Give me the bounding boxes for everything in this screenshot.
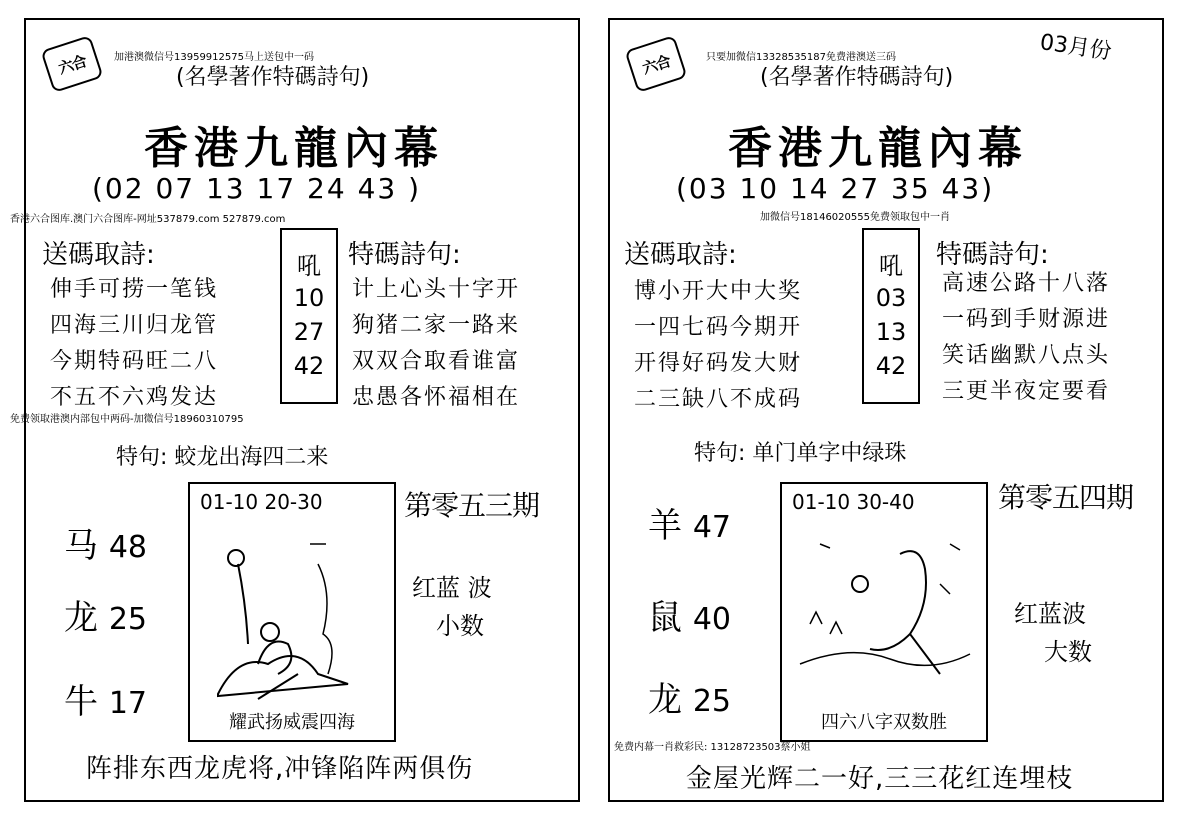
zodiac-number: 40	[692, 602, 731, 637]
send-heading: 送碼取詩:	[42, 240, 155, 270]
poem-line: 一码到手财源进	[942, 307, 1111, 332]
subtitle: (名學著作特碼詩句)	[760, 65, 954, 90]
poem-heading: 特碼詩句:	[936, 240, 1049, 270]
bottom-verse: 阵排东西龙虎将,冲锋陷阵两俱伤	[86, 754, 474, 784]
page-title: 香港九龍內幕	[144, 123, 444, 174]
wave-color: 红蓝波	[1014, 600, 1086, 628]
poem-line: 笑话幽默八点头	[942, 343, 1111, 368]
zodiac-number: 25	[108, 602, 147, 637]
picture-caption: 耀武扬威震四海	[229, 712, 355, 733]
bottom-verse: 金屋光辉二一好,三三花红连埋枝	[686, 764, 1074, 794]
send-line: 伸手可捞一笔钱	[50, 277, 219, 302]
site-line: 香港六合图库.澳门六合图库-网址537879.com 527879.com	[10, 214, 286, 225]
header-numbers: (02 07 13 17 24 43 )	[92, 172, 422, 205]
zodiac-number: 47	[692, 510, 731, 545]
zodiac-row	[64, 590, 147, 639]
zodiac-animal: 鼠	[648, 598, 682, 638]
zodiac-row	[648, 498, 731, 547]
ad-bottom: 免费内幕一肖救彩民: 13128723503蔡小姐	[614, 742, 811, 753]
ad-bottom: 免费领取港澳内部包中两码-加微信号18960310795	[10, 414, 244, 425]
sketch-illustration	[790, 524, 978, 704]
zodiac-animal: 牛	[64, 682, 98, 722]
zodiac-row	[648, 672, 731, 721]
number-ranges: 01-10 20-30	[200, 490, 323, 514]
send-line: 博小开大中大奖	[634, 279, 803, 304]
poem-line: 计上心头十字开	[352, 277, 521, 302]
zodiac-animal: 龙	[64, 598, 98, 638]
stamp-logo: 六合	[40, 35, 103, 93]
code-box-title: 吼	[297, 252, 321, 280]
zodiac-row	[648, 590, 731, 639]
page-title: 香港九龍內幕	[728, 123, 1028, 174]
zodiac-row	[64, 674, 147, 723]
send-line: 今期特码旺二八	[50, 349, 219, 374]
zodiac-animal: 羊	[648, 506, 682, 546]
number-ranges: 01-10 30-40	[792, 490, 915, 514]
zodiac-animal: 马	[64, 526, 98, 566]
picture-caption: 四六八字双数胜	[821, 712, 947, 733]
zodiac-number: 17	[108, 686, 147, 721]
special-sentence: 特句: 单门单字中绿珠	[694, 441, 907, 466]
issue-number: 第零五四期	[998, 481, 1134, 514]
right-flyer	[608, 18, 1164, 802]
special-sentence: 特句: 蛟龙出海四二来	[116, 445, 329, 470]
send-line: 开得好码发大财	[634, 351, 803, 376]
sketch-illustration	[198, 524, 386, 704]
wave-color: 红蓝 波	[412, 574, 492, 602]
ad-top: 只要加微信13328535187免费港澳送三码	[706, 52, 896, 63]
code-box-title: 吼	[879, 252, 903, 280]
poem-line: 双双合取看谁富	[352, 349, 521, 374]
month-label: 03月份	[1038, 30, 1114, 65]
picture-box	[780, 482, 988, 742]
stamp-logo: 六合	[624, 35, 687, 93]
send-line: 四海三川归龙管	[50, 313, 219, 338]
send-line: 一四七码今期开	[634, 315, 803, 340]
ad-top: 加港澳微信号13959912575马上送包中一码	[114, 52, 314, 63]
header-numbers: (03 10 14 27 35 43)	[676, 172, 995, 205]
number-size: 大数	[1044, 638, 1092, 666]
poem-line: 三更半夜定要看	[942, 379, 1111, 404]
code-number: 03	[875, 284, 907, 312]
left-flyer	[10, 18, 580, 802]
poem-line: 狗猪二家一路来	[352, 313, 521, 338]
issue-number: 第零五三期	[404, 489, 540, 522]
send-line: 二三缺八不成码	[634, 387, 803, 412]
subtitle: (名學著作特碼詩句)	[176, 65, 370, 90]
send-line: 不五不六鸡发达	[50, 385, 219, 410]
code-number: 42	[293, 352, 325, 380]
zodiac-row	[64, 518, 147, 567]
zodiac-number: 48	[108, 530, 147, 565]
code-number: 13	[875, 318, 907, 346]
send-heading: 送碼取詩:	[624, 240, 737, 270]
poem-line: 高速公路十八落	[942, 271, 1111, 296]
code-number: 42	[875, 352, 907, 380]
poem-heading: 特碼詩句:	[348, 240, 461, 270]
code-box	[862, 228, 920, 404]
number-size: 小数	[436, 612, 484, 640]
code-box	[280, 228, 338, 404]
zodiac-animal: 龙	[648, 680, 682, 720]
poem-line: 忠愚各怀福相在	[352, 385, 521, 410]
picture-box	[188, 482, 396, 742]
code-number: 27	[293, 318, 325, 346]
code-number: 10	[293, 284, 325, 312]
ad-sub: 加微信号18146020555免费领取包中一肖	[760, 212, 950, 223]
zodiac-number: 25	[692, 684, 731, 719]
